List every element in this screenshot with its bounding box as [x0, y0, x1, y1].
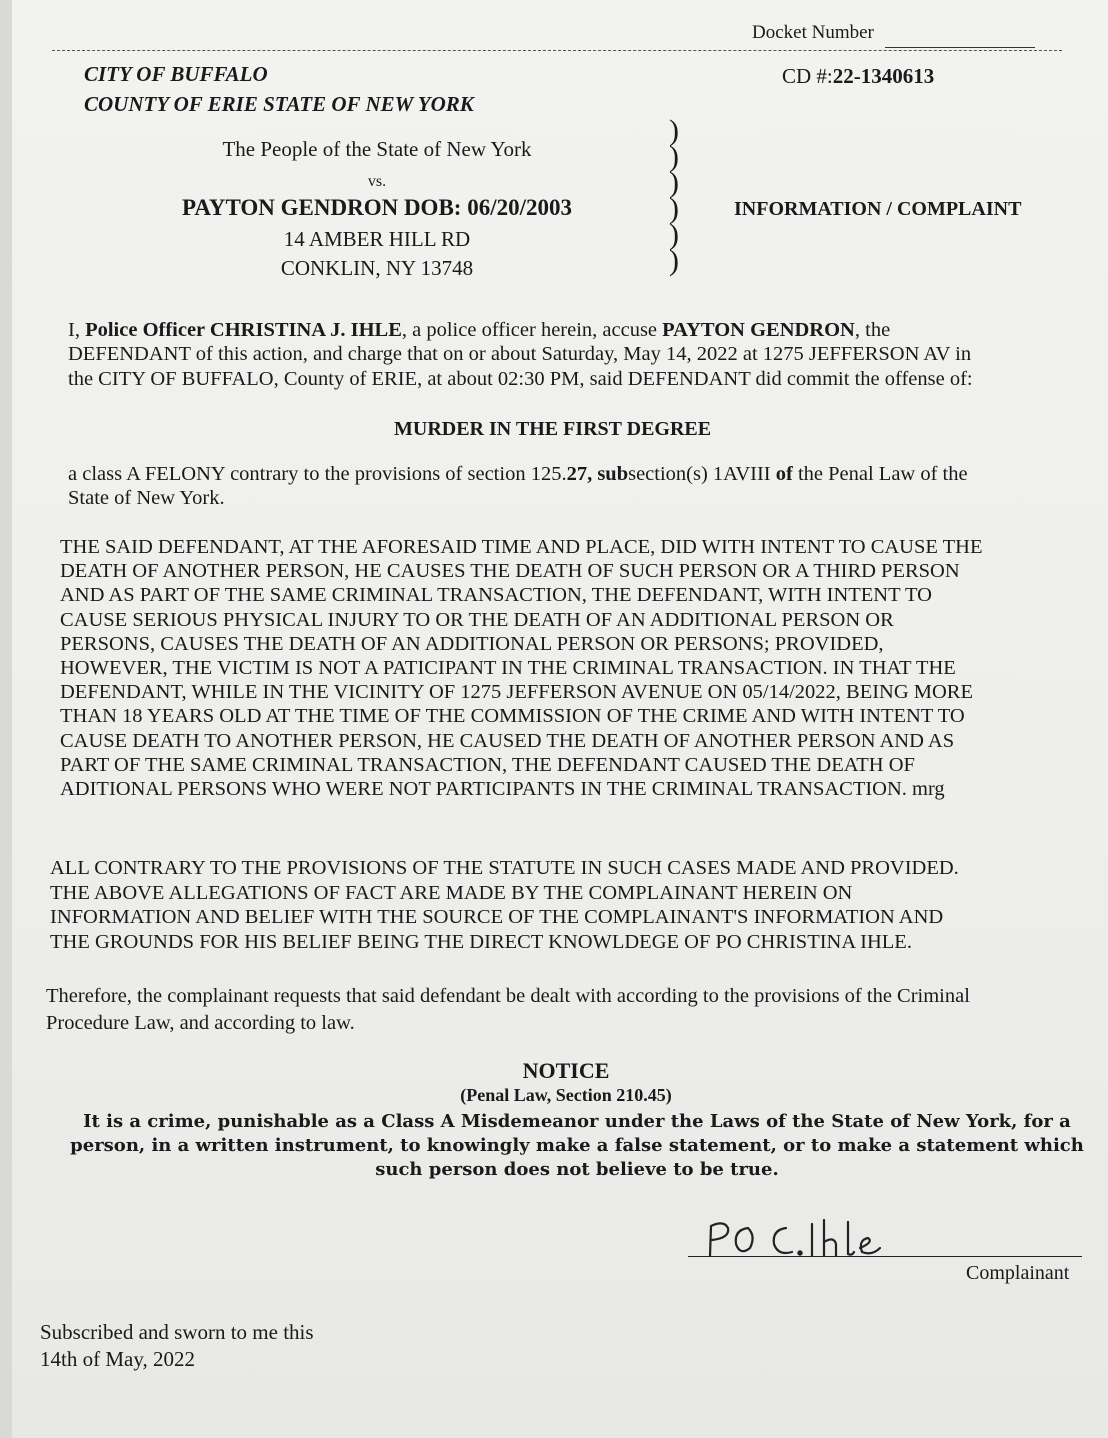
defendant-name: PAYTON GENDRON DOB: 06/20/2003 — [182, 195, 572, 220]
therefore-paragraph: Therefore, the complainant requests that said defendant be dealt with according to the provisions of the Criminal Procedure Law, and according to law. — [46, 985, 970, 1034]
charge-narrative: THE SAID DEFENDANT, AT THE AFORESAID TIME AND PLACE, DID WITH INTENT TO CAUSE THE DEATH OF ANOTHER PERSON, HE CAUSES THE DEATH OF SUCH PERSON OR A THIRD PERSON AND AS PART OF THE SAME CRIMINAL TRANSACTION, THE DEFENDANT, WITH INTENT TO CAUSE SERIOUS PHYSICAL INJURY TO OR THE DEATH OF AN ADDITIONAL PERSON OR PERSONS, CAUSES THE DEATH OF AN ADDITIONAL PERSON OR PERSONS; PROVIDED, HOWEVER, THE VICTIM IS NOT A PATICIPANT IN THE CRIMINAL TRANSACTION. IN THAT THE DEFENDANT, WHILE IN THE VICINITY OF 1275 JEFFERSON AVENUE ON 05/14/2022, BEING MORE THAN 18 YEARS OLD AT THE TIME OF THE COMMISSION OF THE CRIME AND WITH INTENT TO CAUSE DEATH TO ANOTHER PERSON, HE CAUSED THE DEATH OF ANOTHER PERSON AND AS PART OF THE SAME CRIMINAL TRANSACTION, THE DEFENDANT CAUSED THE DEATH OF ADITIONAL PERSONS WHO WERE NOT PARTICIPANTS IN THE CRIMINAL TRANSACTION. mrg — [60, 536, 983, 801]
complainant-signature — [702, 1212, 902, 1265]
people-caption: The People of the State of New York — [222, 137, 532, 161]
docket-number-line — [885, 47, 1035, 48]
sworn-line-1: Subscribed and sworn to me this — [40, 1320, 314, 1344]
defendant-address-line2: CONKLIN, NY 13748 — [280, 256, 474, 280]
accusation-intro: I, — [68, 319, 86, 341]
document-page — [12, 0, 1108, 1438]
felony-text-1: a class A FELONY contrary to the provisions of section 125. — [68, 463, 567, 485]
cd-number — [782, 64, 934, 89]
accused-name: PAYTON GENDRON — [662, 319, 855, 341]
felony-paragraph — [68, 462, 1078, 511]
felony-bold-1: 27, sub — [566, 463, 629, 485]
complainant-label: Complainant — [966, 1262, 1070, 1284]
notice-body: It is a crime, punishable as a Class A Misdemeanor under the Laws of the State of New York, for a person, in a written instrument, to knowingly make a false statement, or to make a statement which such person does not believe to be true. — [70, 1111, 1084, 1180]
county-heading: COUNTY OF ERIE STATE OF NEW YORK — [84, 92, 474, 116]
signature-line — [688, 1256, 1082, 1257]
officer-name: Police Officer CHRISTINA J. IHLE — [85, 319, 402, 341]
sworn-line-2: 14th of May, 2022 — [40, 1347, 195, 1371]
caption-brackets: ) ) ) ) ) ) — [669, 114, 679, 277]
document-type: INFORMATION / COMPLAINT — [734, 198, 1022, 220]
accusation-paragraph — [68, 318, 1078, 391]
felony-text-2: section(s) 1AVIII — [628, 463, 776, 485]
docket-number-label: Docket Number — [752, 22, 874, 43]
contrary-paragraph: ALL CONTRARY TO THE PROVISIONS OF THE STATUTE IN SUCH CASES MADE AND PROVIDED. THE ABOVE ALLEGATIONS OF FACT ARE MADE BY THE COMPLAINANT HEREIN ON INFORMATION AND BELIEF WITH THE SOURCE OF THE COMPLAINANT'S INFORMATION AND THE GROUNDS FOR HIS BELIEF BEING THE DIRECT KNOWLDEGE OF PO CHRISTINA IHLE. — [50, 857, 959, 953]
defendant-address-line1: 14 AMBER HILL RD — [283, 227, 471, 251]
accusation-rest: , the DEFENDANT of this action, and charge that on or about Saturday, May 14, 2022 at 1275 JEFFERSON AV in the CITY OF BUFFALO, County of ERIE, at about 02:30 PM, said DEFENDANT did commit the offense of: — [68, 319, 973, 390]
header-rule — [52, 50, 1062, 51]
city-heading: CITY OF BUFFALO — [84, 62, 268, 86]
felony-bold-2: of — [775, 463, 793, 485]
versus: vs. — [367, 173, 387, 190]
offense-title: MURDER IN THE FIRST DEGREE — [394, 418, 712, 440]
cd-value: 22-1340613 — [832, 64, 935, 88]
felony-text-3: the Penal Law of the State of New York. — [68, 463, 968, 510]
cd-label: CD #: — [782, 64, 833, 88]
notice-title: NOTICE — [522, 1058, 610, 1083]
notice-subtitle: (Penal Law, Section 210.45) — [460, 1085, 672, 1105]
signature-handwriting — [702, 1212, 902, 1260]
accusation-mid: , a police officer herein, accuse — [401, 319, 663, 341]
